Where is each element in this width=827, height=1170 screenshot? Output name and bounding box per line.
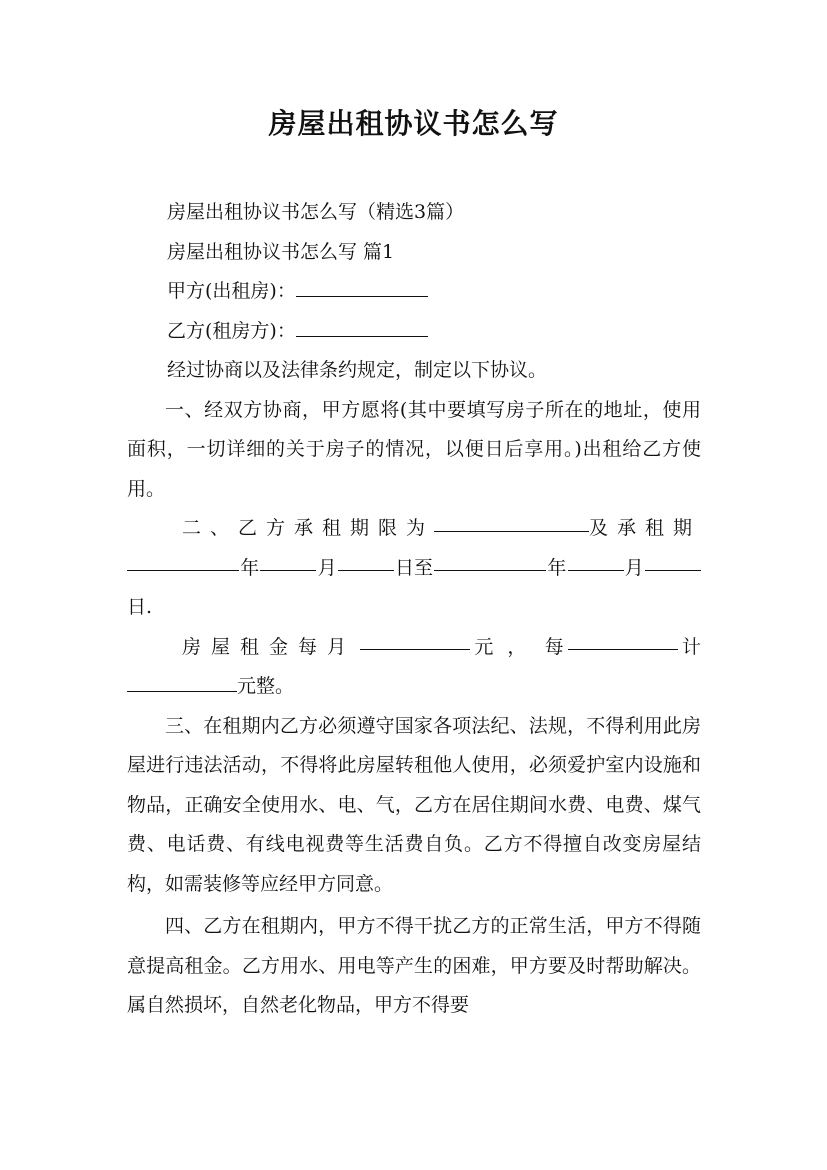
rent-monthly-blank bbox=[360, 628, 470, 651]
rent-ji: 计 bbox=[681, 635, 701, 658]
end-month-blank bbox=[568, 549, 624, 572]
party-a-line bbox=[127, 272, 701, 312]
clause-3: 三、在租期内乙方必须遵守国家各项法纪、法规，不得利用此房屋进行违法活动，不得将此房屋转租他人使用，必须爱护室内设施和物品，正确安全使用水、电、气，乙方在居住期间水费、电费、煤气费、电话费、有线电视费等生活费自负。乙方不得擅自改变房屋结构，如需装修等应经甲方同意。 bbox=[127, 714, 701, 895]
section-heading: 房屋出租协议书怎么写 篇1 bbox=[167, 240, 395, 263]
rent-part1: 房屋租金每月 bbox=[182, 635, 357, 658]
clause-2-line-2 bbox=[127, 549, 701, 589]
clause-4: 四、乙方在租期内，甲方不得干扰乙方的正常生活，甲方不得随意提高租金。乙方用水、用电等产生的困难，甲方要及时帮助解决。属自然损坏，自然老化物品，甲方不得要 bbox=[127, 915, 701, 1016]
start-year-label: 年 bbox=[240, 556, 260, 579]
document-body bbox=[127, 193, 701, 1026]
clause-2-part2: 及承租期 bbox=[588, 517, 701, 539]
clause-2-line-1 bbox=[127, 509, 701, 549]
document-title: 房屋出租协议书怎么写 bbox=[268, 107, 559, 140]
party-b-blank bbox=[296, 314, 428, 337]
clause-2-end: 日. bbox=[127, 596, 153, 618]
rent-line-2 bbox=[127, 667, 701, 707]
rent-line-1 bbox=[127, 628, 701, 668]
party-b-label: 乙方(租房方)： bbox=[167, 319, 296, 342]
end-year-label: 年 bbox=[547, 556, 567, 579]
day-to-label: 日至 bbox=[394, 556, 433, 579]
start-month-blank bbox=[260, 549, 316, 572]
intro-line: 房屋出租协议书怎么写（精选3篇） bbox=[167, 201, 465, 223]
party-a-label: 甲方(出租房)： bbox=[167, 280, 296, 302]
start-month-label: 月 bbox=[317, 556, 337, 579]
party-b-line bbox=[127, 312, 701, 352]
end-month-label: 月 bbox=[624, 556, 644, 579]
rent-each: 每 bbox=[544, 635, 564, 658]
rent-period-blank bbox=[568, 628, 678, 651]
party-a-blank bbox=[296, 274, 428, 297]
start-day-blank bbox=[338, 549, 394, 572]
rent-yuan: 元， bbox=[474, 635, 541, 658]
clause-2-part1: 二、乙方承租期限为 bbox=[182, 517, 435, 539]
clause-1: 一、经双方协商，甲方愿将(其中要填写房子所在的地址，使用面积，一切详细的关于房子的情况，以便日后享用。)出租给乙方使用。 bbox=[127, 398, 701, 500]
clause-2-term-blank bbox=[434, 509, 589, 532]
rent-end: 元整。 bbox=[237, 675, 295, 697]
preamble: 经过协商以及法律条约规定，制定以下协议。 bbox=[167, 359, 548, 381]
start-year-blank bbox=[127, 549, 239, 572]
rent-total-blank bbox=[127, 669, 237, 692]
end-day-blank bbox=[645, 549, 701, 572]
end-year-blank bbox=[434, 549, 546, 572]
